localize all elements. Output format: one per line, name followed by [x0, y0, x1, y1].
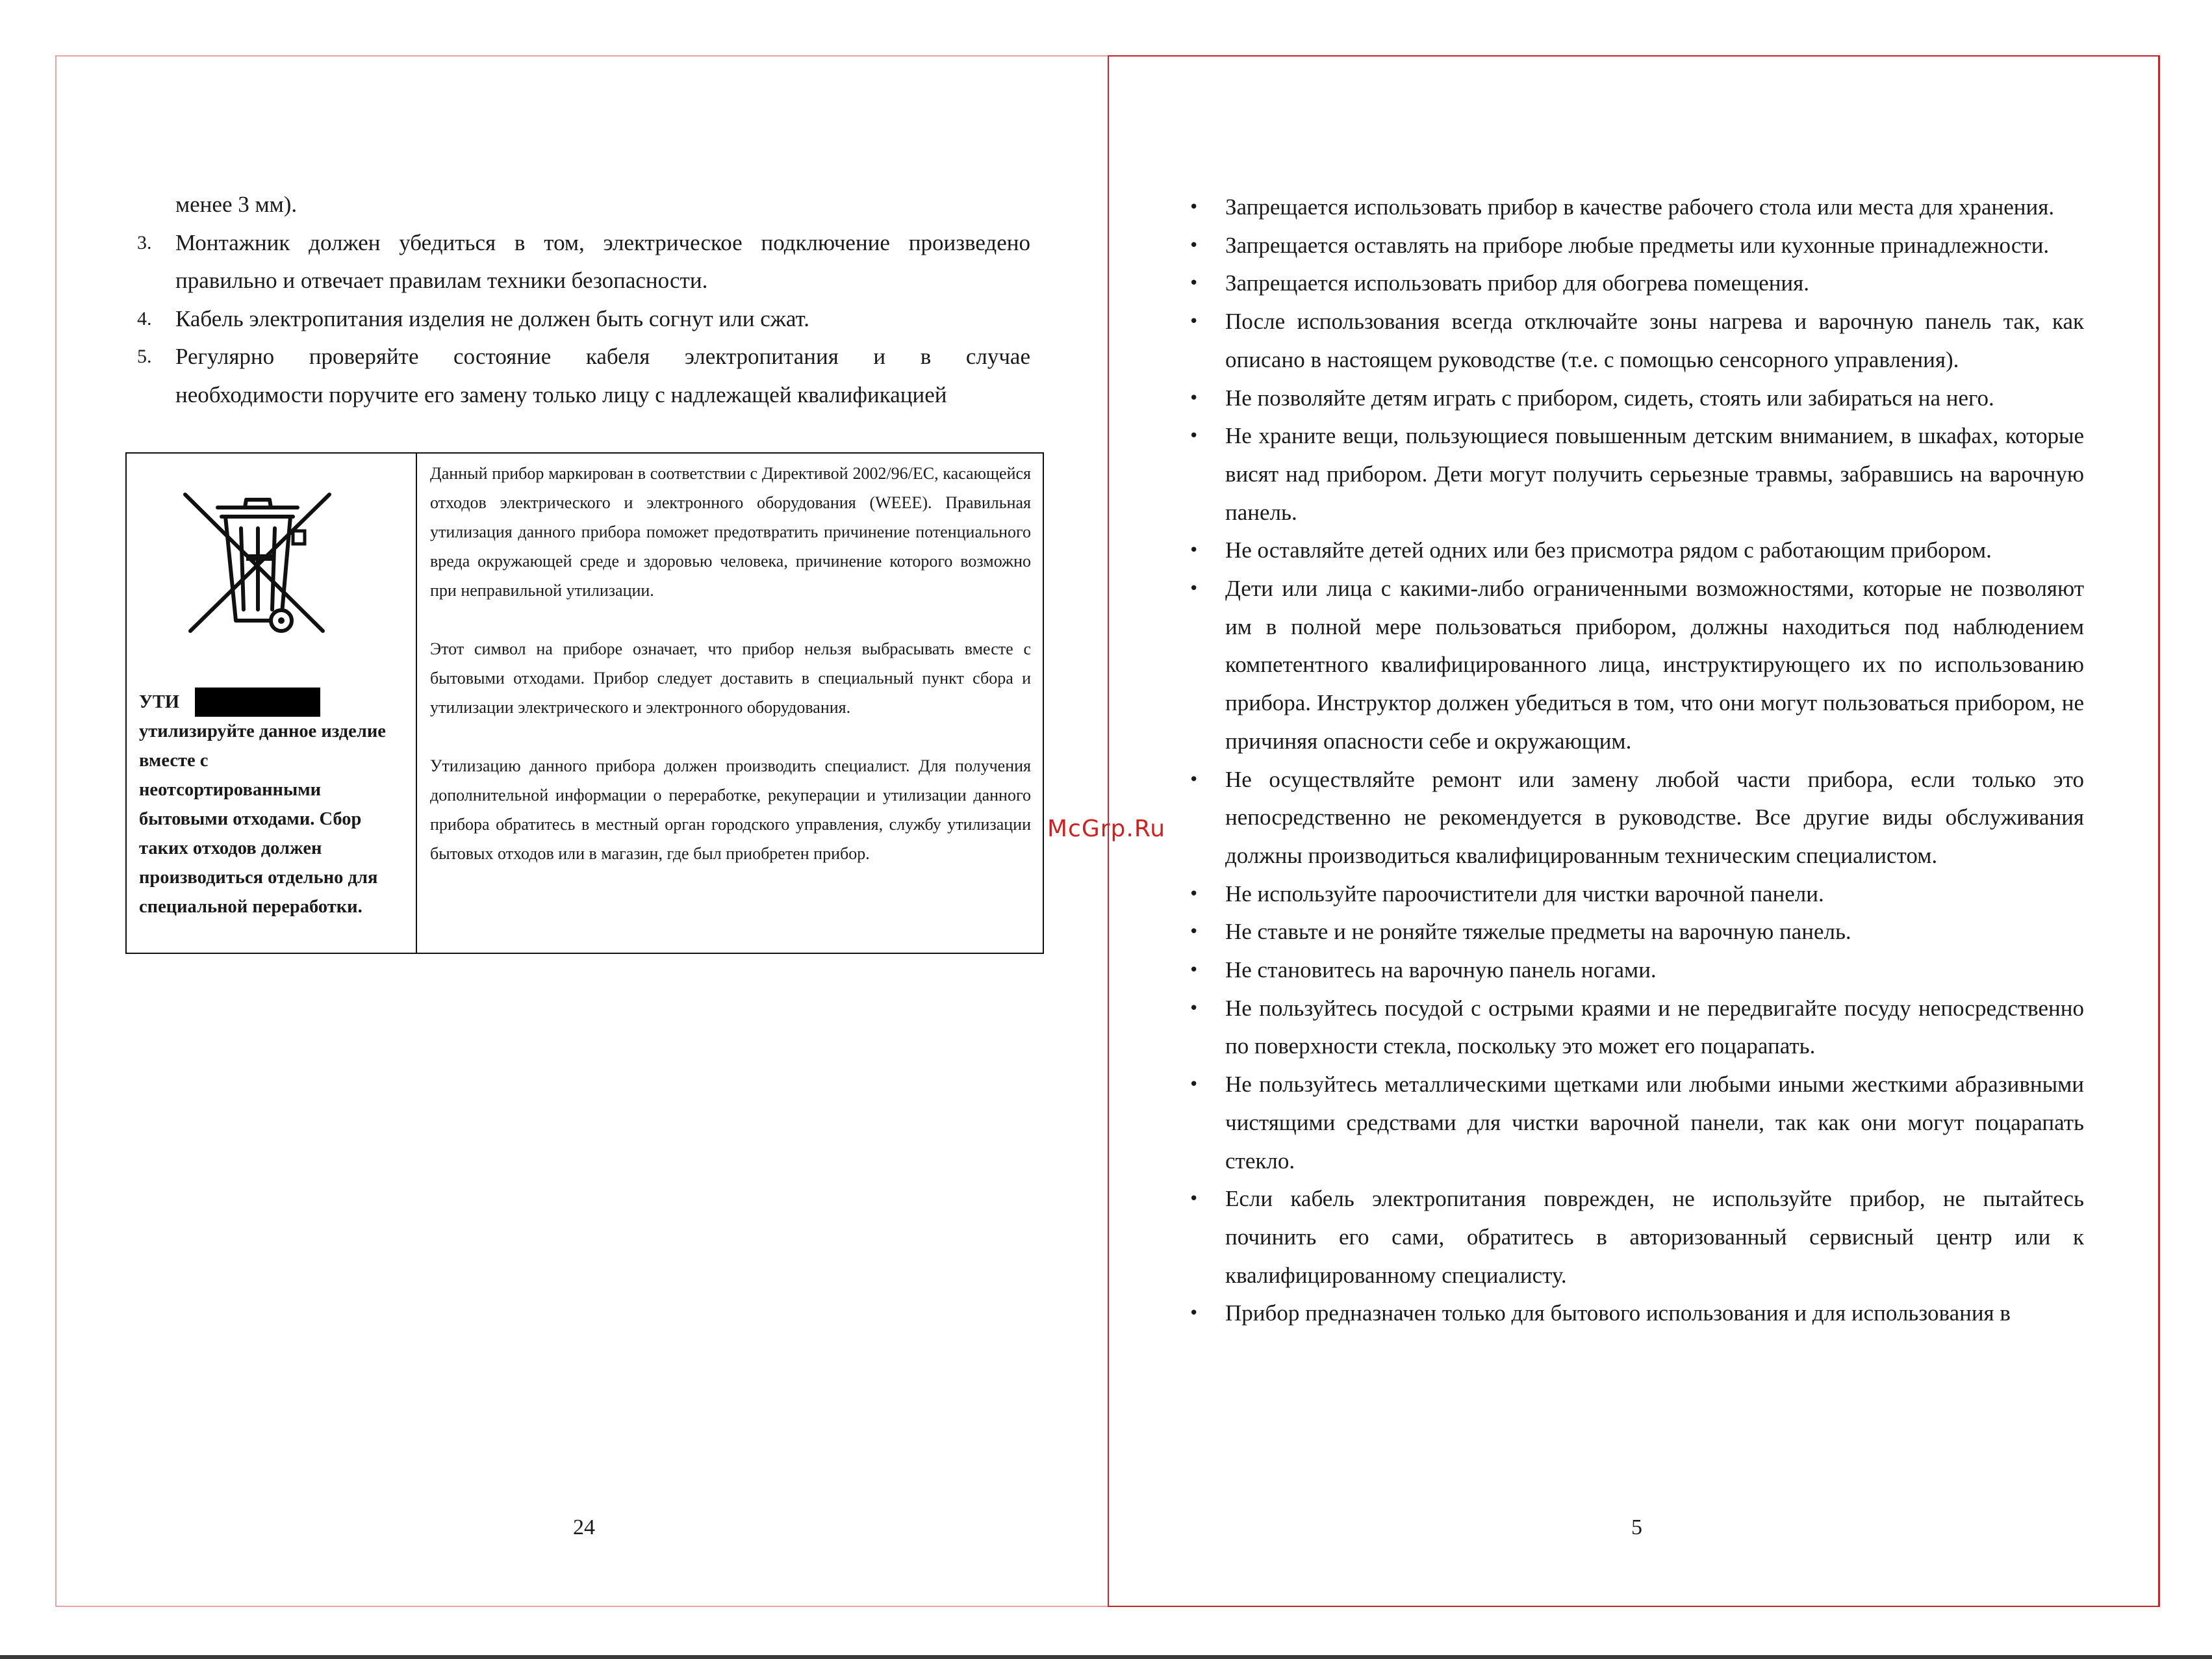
bullet-item: • Не используйте пароочистители для чистки варочной панели. — [1189, 875, 2084, 914]
bullet-icon: • — [1189, 884, 1199, 904]
bullet-item: • Дети или лица с какими-либо ограниченными возможностями, которые не позволяют им в полной мере пользоваться прибором, должны находиться под наблюдением компетентного квалифицированного лица, инструктирующего их по использованию прибора. Инструктор должен убедиться в том, что они могут пользоваться прибором, не причиняя опасности себе и окружающим. — [1189, 570, 2084, 761]
crossed-out-wheelie-bin-icon — [179, 489, 338, 652]
list-item-5-line-1: 5. Регулярно проверяйте состояние кабеля электропитания и в случае — [134, 338, 1030, 376]
list-number-4: 4. — [137, 307, 152, 329]
weee-paragraph-symbol: Этот символ на приборе означает, что прибор нельзя выбрасывать вместе с бытовыми отходами. Прибор следует доставить в специальный пункт сбора и утилизации электрического и электронного оборудования. — [430, 639, 1031, 717]
bullet-item: • Запрещается использовать прибор для обогрева помещения. — [1189, 264, 2084, 303]
list-number-5: 5. — [137, 346, 152, 367]
watermark-link[interactable]: McGrp.Ru — [1047, 816, 1166, 842]
list-item-5-line-2: необходимости поручите его замену только лицу с надлежащей квалификацией — [175, 381, 947, 407]
weee-paragraph-directive: Данный прибор маркирован в соответствии с Директивой 2002/96/EC, касающейся отходов электрического и электронного оборудования (WEEE). Правильная утилизация данного прибора поможет предотвратить причинение потенциального вреда окружающей среде и здоровью человека, причинение которого возможно при неправильной утилизации. — [430, 464, 1031, 600]
bullet-item: • Запрещается оставлять на приборе любые предметы или кухонные принадлежности. — [1189, 227, 2084, 265]
bottom-strip — [0, 1655, 2212, 1659]
bullet-icon: • — [1189, 998, 1199, 1018]
bullet-item: • Запрещается использовать прибор в качестве рабочего стола или места для хранения. — [1189, 188, 2084, 227]
list-number-3: 3. — [137, 231, 152, 253]
right-bullet-list — [1189, 188, 2084, 1333]
weee-paragraph-specialist: Утилизацию данного прибора должен производить специалист. Для получения дополнительной информации о переработке, рекуперации и утилизации данного прибора обратитесь в местный орган городского управления, службу утилизации бытовых отходов или в магазин, где был приобретен прибор. — [430, 756, 1031, 863]
bullet-icon: • — [1189, 769, 1199, 790]
bullet-item: • Не позволяйте детям играть с прибором, сидеть, стоять или забираться на него. — [1189, 379, 2084, 418]
bullet-item: • Если кабель электропитания поврежден, не используйте прибор, не пытайтесь починить его сами, обратитесь в авторизованный сервисный центр или к квалифицированному специалисту. — [1189, 1180, 2084, 1294]
list-item-3-line-1: 3. Монтажник должен убедиться в том, электрическое подключение произведено — [134, 224, 1030, 263]
bullet-icon: • — [1189, 235, 1199, 255]
bullet-icon: • — [1189, 312, 1199, 332]
weee-warning-first-line: УТИ — [139, 688, 412, 717]
continuation-line: менее 3 мм). — [175, 192, 298, 217]
bullet-icon: • — [1189, 388, 1199, 408]
bullet-icon: • — [1189, 922, 1199, 942]
bullet-item: • Не ставьте и не роняйте тяжелые предметы на варочную панель. — [1189, 913, 2084, 951]
redaction-bar — [195, 688, 320, 717]
bullet-item: • Прибор предназначен только для бытового использования и для использования в — [1189, 1294, 2084, 1333]
bullet-item: • Не оставляйте детей одних или без присмотра рядом с работающим прибором. — [1189, 532, 2084, 570]
bullet-icon: • — [1189, 274, 1199, 294]
bullet-icon: • — [1189, 1075, 1199, 1095]
bullet-item: • Не становитесь на варочную панель ногами. — [1189, 951, 2084, 990]
weee-warning-bold-text: УТИ утилизируйте данное изделие вместе с неотсортированными бытовыми отходами. Сбор таких отходов должен производиться отдельно для специальной переработки. — [139, 688, 412, 921]
left-numbered-list — [134, 186, 1030, 414]
bullet-item: • Не осуществляйте ремонт или замену любой части прибора, если только это непосредственно не рекомендуется в руководстве. Все другие виды обслуживания должны производиться квалифицированным техническим специалистом. — [1189, 761, 2084, 875]
bullet-item: • Не пользуйтесь посудой с острыми краями и не передвигайте посуду непосредственно по поверхности стекла, поскольку это может его поцарапать. — [1189, 990, 2084, 1066]
bullet-item: • Не храните вещи, пользующиеся повышенным детским вниманием, в шкафах, которые висят над прибором. Дети могут получить серьезные травмы, забравшись на варочную панель. — [1189, 417, 2084, 532]
weee-disposal-table — [125, 452, 1044, 954]
bullet-icon: • — [1189, 579, 1199, 599]
bullet-icon: • — [1189, 198, 1199, 217]
bullet-icon: • — [1189, 426, 1199, 446]
bullet-item: • После использования всегда отключайте зоны нагрева и варочную панель так, как описано в настоящем руководстве (т.е. с помощью сенсорного управления). — [1189, 303, 2084, 379]
bullet-icon: • — [1189, 1304, 1199, 1324]
bullet-item: • Не пользуйтесь металлическими щетками или любыми иными жесткими абразивными чистящими средствами для чистки варочной панели, так как они могут поцарапать стекло. — [1189, 1066, 2084, 1180]
bullet-icon: • — [1189, 1189, 1199, 1209]
page-number-right: 5 — [1631, 1515, 1642, 1539]
bullet-icon: • — [1189, 960, 1199, 981]
list-item-4-line-1: 4. Кабель электропитания изделия не должен быть согнут или сжат. — [134, 300, 1030, 339]
weee-left-cell — [127, 454, 417, 953]
page-number-left: 24 — [573, 1515, 595, 1539]
bullet-icon: • — [1189, 541, 1199, 561]
weee-right-cell — [430, 459, 1031, 868]
list-item-3-line-2: правильно и отвечает правилам техники безопасности. — [175, 268, 708, 293]
